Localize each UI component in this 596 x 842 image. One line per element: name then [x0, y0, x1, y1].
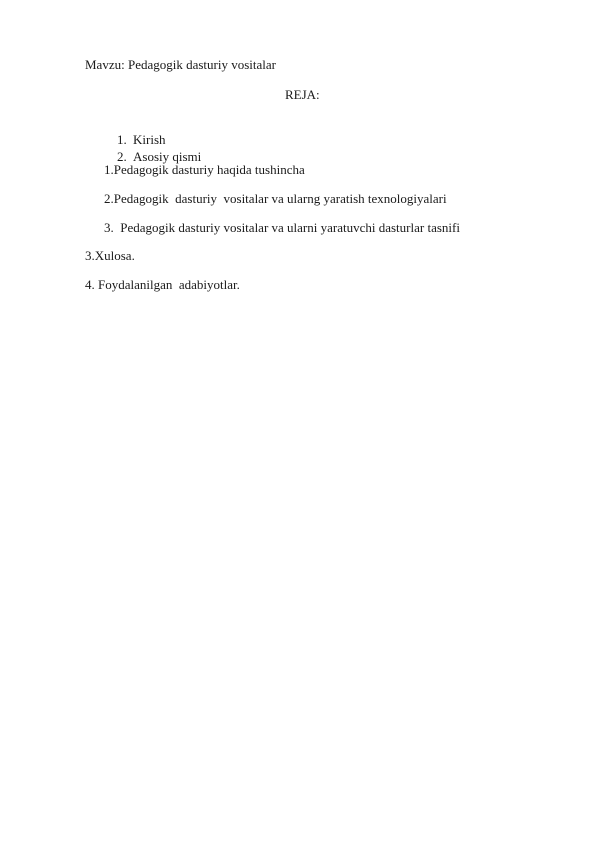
plan-item-number: 2.	[117, 149, 127, 164]
plan-heading: REJA:	[285, 87, 320, 102]
conclusion-line: 3.Xulosa.	[85, 248, 135, 263]
sub-item-1: 1.Pedagogik dasturiy haqida tushincha	[104, 162, 305, 177]
topic-line: Mavzu: Pedagogik dasturiy vositalar	[85, 57, 276, 72]
sub-item-2: 2.Pedagogik dasturiy vositalar va ularng yaratish texnologiyalari	[104, 191, 447, 206]
references-line: 4. Foydalanilgan adabiyotlar.	[85, 277, 240, 292]
plan-item-text: Kirish	[133, 132, 166, 147]
plan-item-text: Asosiy qismi	[133, 149, 202, 164]
plan-item-number: 1.	[117, 132, 127, 147]
sub-item-3: 3. Pedagogik dasturiy vositalar va ularni yaratuvchi dasturlar tasnifi	[104, 220, 460, 235]
